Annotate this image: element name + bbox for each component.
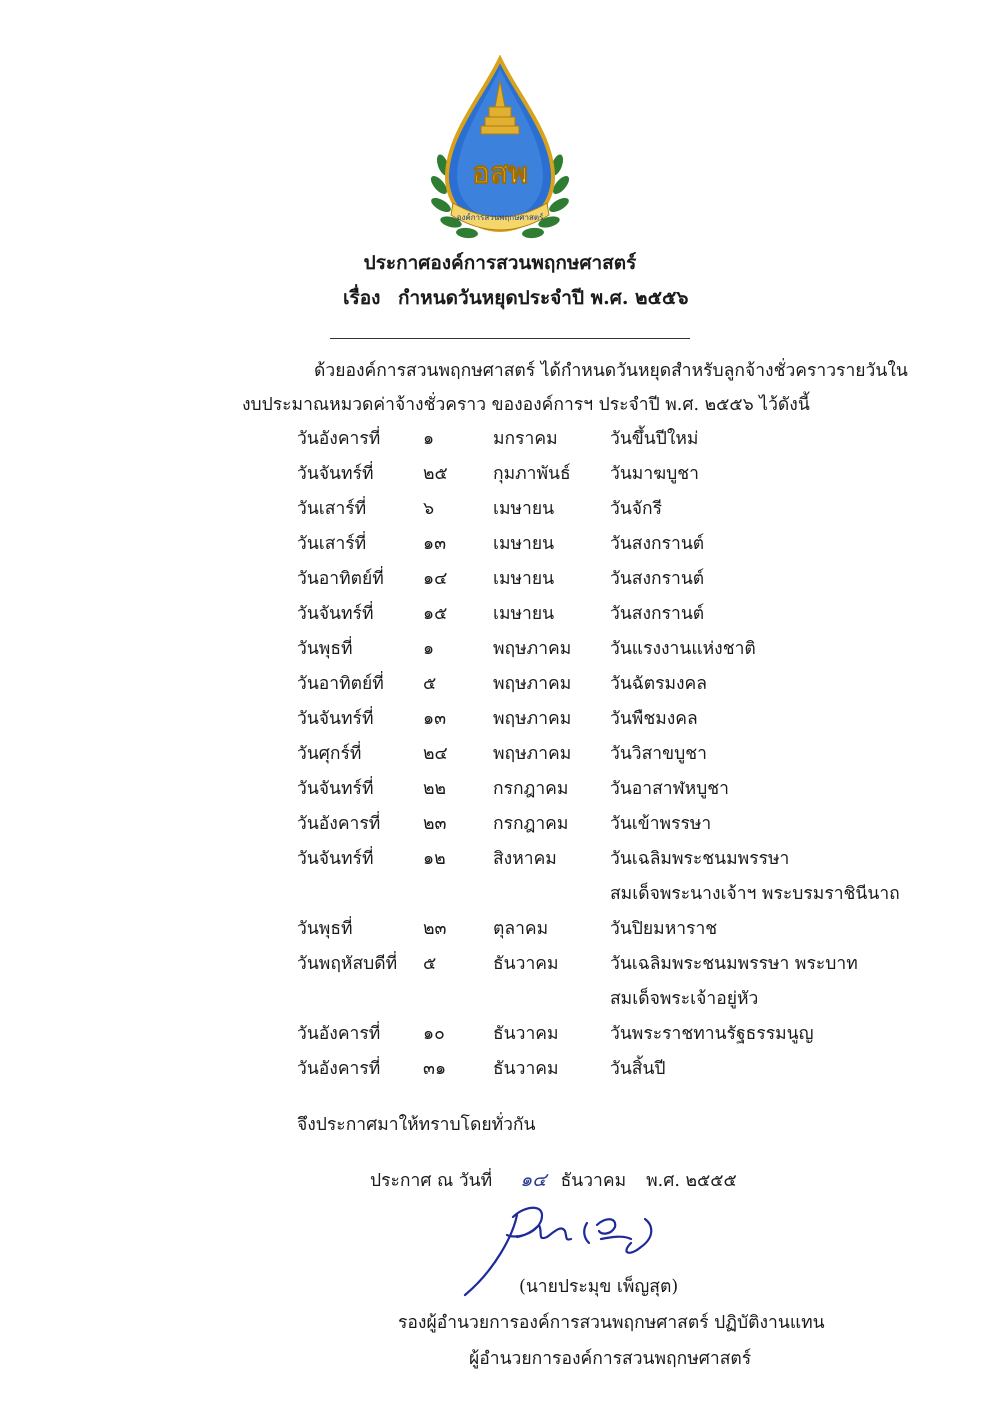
holiday-name: วันสงกรานต์ — [610, 569, 705, 589]
closing-statement: จึงประกาศมาให้ทราบโดยทั่วกัน — [297, 1115, 536, 1135]
holiday-month: กุมภาพันธ์ — [493, 464, 571, 484]
holiday-month: สิงหาคม — [493, 849, 557, 869]
holiday-date: ๒๓ — [423, 814, 447, 834]
holiday-month: กรกฎาคม — [493, 814, 569, 834]
holiday-date: ๑๒ — [423, 849, 446, 869]
intro-line-1: ด้วยองค์การสวนพฤกษศาสตร์ ได้กำหนดวันหยุดสำหรับลูกจ้างชั่วคราวรายวันใน — [314, 361, 908, 381]
holiday-day: วันจันทร์ที่ — [297, 604, 374, 624]
subject-text: กำหนดวันหยุดประจำปี พ.ศ. ๒๕๕๖ — [398, 287, 689, 309]
svg-text:อสพ: อสพ — [471, 156, 529, 191]
holiday-name: สมเด็จพระเจ้าอยู่หัว — [610, 989, 759, 1009]
holiday-date: ๑๐ — [423, 1024, 445, 1044]
holiday-month: ธันวาคม — [493, 1024, 559, 1044]
signer-position-line-2: ผู้อำนวยการองค์การสวนพฤกษศาสตร์ — [469, 1349, 752, 1369]
holiday-name: วันเฉลิมพระชนมพรรษา พระบาท — [610, 954, 858, 974]
holiday-date: ๒๔ — [423, 744, 448, 764]
holiday-name: วันวิสาขบูชา — [610, 744, 707, 764]
title-divider — [330, 338, 690, 339]
holiday-day: วันอังคารที่ — [297, 429, 381, 449]
holiday-month: ธันวาคม — [493, 954, 559, 974]
holiday-name: วันมาฆบูชา — [610, 464, 699, 484]
holiday-day: วันจันทร์ที่ — [297, 464, 374, 484]
holiday-day: วันศุกร์ที่ — [297, 744, 362, 764]
holiday-day: วันอาทิตย์ที่ — [297, 569, 384, 589]
holiday-day: วันอาทิตย์ที่ — [297, 674, 384, 694]
holiday-date: ๑๔ — [423, 569, 448, 589]
holiday-name: วันฉัตรมงคล — [610, 674, 707, 694]
holiday-day: วันพุธที่ — [297, 919, 353, 939]
organization-logo — [425, 55, 575, 245]
date-year: พ.ศ. ๒๕๕๕ — [646, 1171, 737, 1191]
holiday-month: มกราคม — [493, 429, 558, 449]
holiday-name: วันปิยมหาราช — [610, 919, 718, 939]
holiday-month: เมษายน — [493, 499, 555, 519]
holiday-date: ๕ — [423, 674, 437, 694]
holiday-name: วันขึ้นปีใหม่ — [610, 429, 699, 449]
intro-line-2: งบประมาณหมวดค่าจ้างชั่วคราว ขององค์การฯ ประจำปี พ.ศ. ๒๕๕๖ ไว้ดังนี้ — [242, 395, 810, 415]
svg-text:องค์การสวนพฤกษศาสตร์: องค์การสวนพฤกษศาสตร์ — [456, 213, 544, 222]
holiday-month: เมษายน — [493, 604, 555, 624]
holiday-name: วันพืชมงคล — [610, 709, 698, 729]
announcement-date — [370, 1165, 737, 1195]
date-prefix: ประกาศ ณ วันที่ — [370, 1171, 493, 1191]
signer-position-line-1: รองผู้อำนวยการองค์การสวนพฤกษศาสตร์ ปฏิบัติงานแทน — [398, 1313, 825, 1333]
holiday-month: กรกฎาคม — [493, 779, 569, 799]
holiday-date: ๒๕ — [423, 464, 448, 484]
holiday-name: วันเฉลิมพระชนมพรรษา — [610, 849, 790, 869]
holiday-month: ธันวาคม — [493, 1059, 559, 1079]
holiday-date: ๖ — [423, 499, 435, 519]
announcement-subject — [343, 283, 688, 313]
holiday-name: วันอาสาฬหบูชา — [610, 779, 729, 799]
holiday-name: วันสงกรานต์ — [610, 604, 705, 624]
holiday-month: พฤษภาคม — [493, 639, 572, 659]
holiday-day: วันเสาร์ที่ — [297, 534, 367, 554]
holiday-date: ๒๓ — [423, 919, 447, 939]
holiday-month: พฤษภาคม — [493, 744, 572, 764]
holiday-day: วันเสาร์ที่ — [297, 499, 367, 519]
holiday-date: ๑๓ — [423, 534, 447, 554]
announcement-title: ประกาศองค์การสวนพฤกษศาสตร์ — [363, 252, 637, 274]
holiday-month: พฤษภาคม — [493, 709, 572, 729]
holiday-day: วันจันทร์ที่ — [297, 849, 374, 869]
holiday-month: เมษายน — [493, 534, 555, 554]
holiday-name: วันเข้าพรรษา — [610, 814, 712, 834]
holiday-month: พฤษภาคม — [493, 674, 572, 694]
holiday-name: วันพระราชทานรัฐธรรมนูญ — [610, 1024, 814, 1044]
holiday-name: สมเด็จพระนางเจ้าฯ พระบรมราชินีนาถ — [610, 884, 900, 904]
holiday-date: ๒๒ — [423, 779, 447, 799]
holiday-day: วันอังคารที่ — [297, 814, 381, 834]
holiday-day: วันจันทร์ที่ — [297, 779, 374, 799]
date-day-handwritten: ๑๔ — [520, 1169, 547, 1191]
holiday-day: วันอังคารที่ — [297, 1059, 381, 1079]
holiday-name: วันสิ้นปี — [610, 1059, 666, 1079]
holiday-date: ๑ — [423, 639, 435, 659]
holiday-date: ๕ — [423, 954, 437, 974]
subject-label: เรื่อง — [343, 287, 381, 309]
holiday-month: เมษายน — [493, 569, 555, 589]
holiday-name: วันสงกรานต์ — [610, 534, 705, 554]
holiday-month: ตุลาคม — [493, 919, 549, 939]
holiday-date: ๑ — [423, 429, 435, 449]
holiday-date: ๑๕ — [423, 604, 448, 624]
holiday-date: ๑๓ — [423, 709, 447, 729]
holiday-day: วันพฤหัสบดีที่ — [297, 954, 398, 974]
holiday-day: วันอังคารที่ — [297, 1024, 381, 1044]
holiday-day: วันจันทร์ที่ — [297, 709, 374, 729]
holiday-day: วันพุธที่ — [297, 639, 353, 659]
holiday-name: วันแรงงานแห่งชาติ — [610, 639, 756, 659]
signer-name: (นายประมุข เพ็ญสุต) — [519, 1277, 679, 1297]
holiday-name: วันจักรี — [610, 499, 663, 519]
holiday-date: ๓๑ — [423, 1059, 447, 1079]
date-month: ธันวาคม — [560, 1171, 627, 1191]
